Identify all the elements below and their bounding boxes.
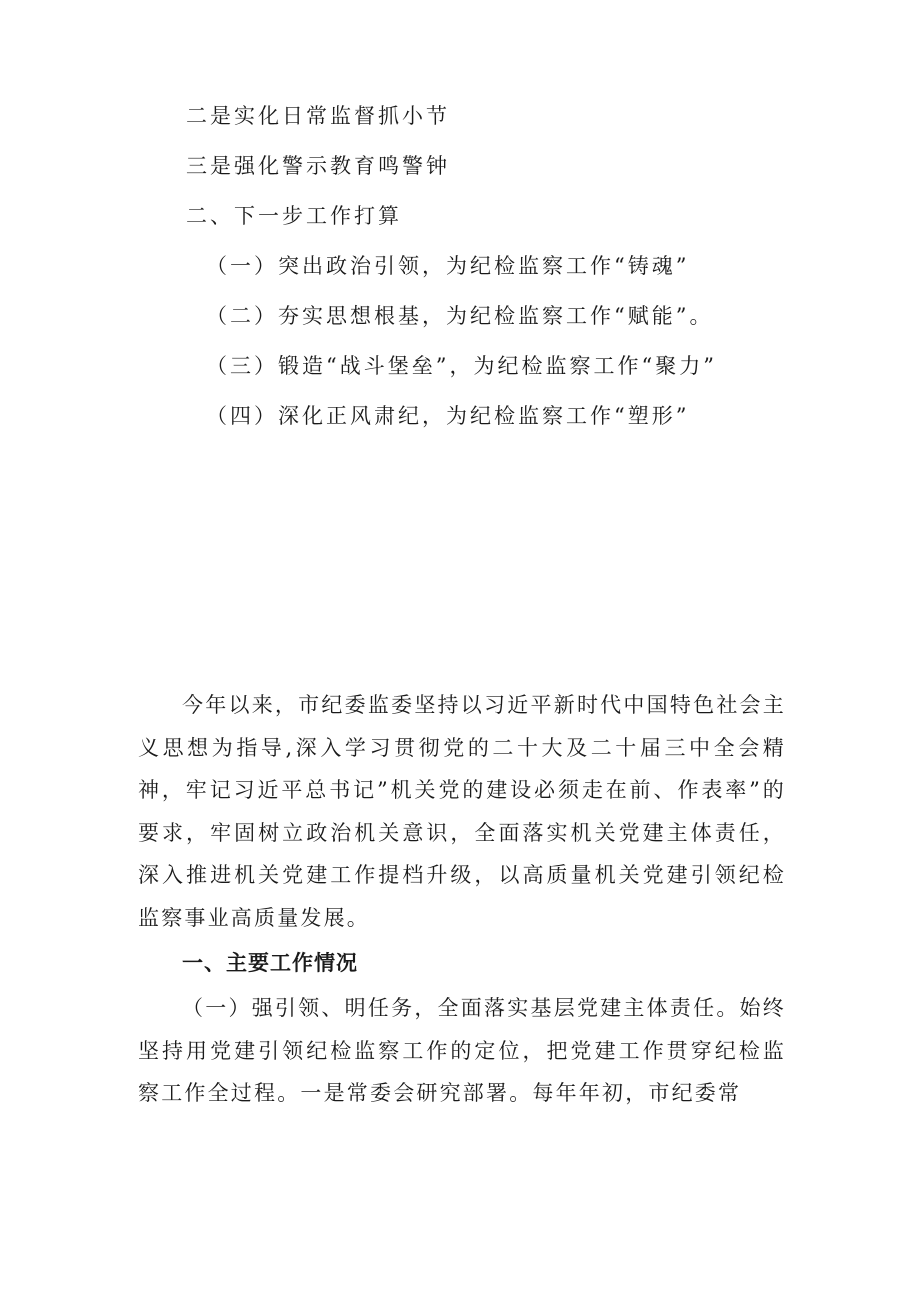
outline-subitem-2: （二）夯实思想根基，为纪检监察工作“赋能”。 — [206, 304, 714, 328]
outline-item-warning-education: 三是强化警示教育鸣警钟 — [186, 154, 450, 178]
outline-heading-next-steps: 二、下一步工作打算 — [186, 204, 402, 228]
outline-subitem-3: （三）锻造“战斗堡垒”，为纪检监察工作“聚力” — [206, 354, 717, 378]
outline-subitem-4: （四）深化正风肃纪，为纪检监察工作“塑形” — [206, 404, 690, 428]
outline-subitem-1: （一）突出政治引领，为纪检监察工作“铸魂” — [206, 254, 690, 278]
report-body — [138, 684, 786, 1115]
outline-list — [186, 96, 826, 446]
section-1-paragraph: （一）强引领、明任务，全面落实基层党建主体责任。始终坚持用党建引领纪检监察工作的定位，把党建工作贯穿纪检监察工作全过程。一是常委会研究部署。每年年初，市纪委常 — [138, 996, 786, 1105]
outline-item-daily-supervision: 二是实化日常监督抓小节 — [186, 104, 450, 128]
section-heading-main-work: 一、主要工作情况 — [182, 951, 358, 975]
intro-paragraph: 今年以来，市纪委监委坚持以习近平新时代中国特色社会主义思想为指导,深入学习贯彻党的二十大及二十届三中全会精神，牢记习近平总书记”机关党的建设必须走在前、作表率”的要求，牢固树立政治机关意识，全面落实机关党建主体责任，深入推进机关党建工作提档升级，以高质量机关党建引领纪检监察事业高质量发展。 — [138, 693, 786, 930]
